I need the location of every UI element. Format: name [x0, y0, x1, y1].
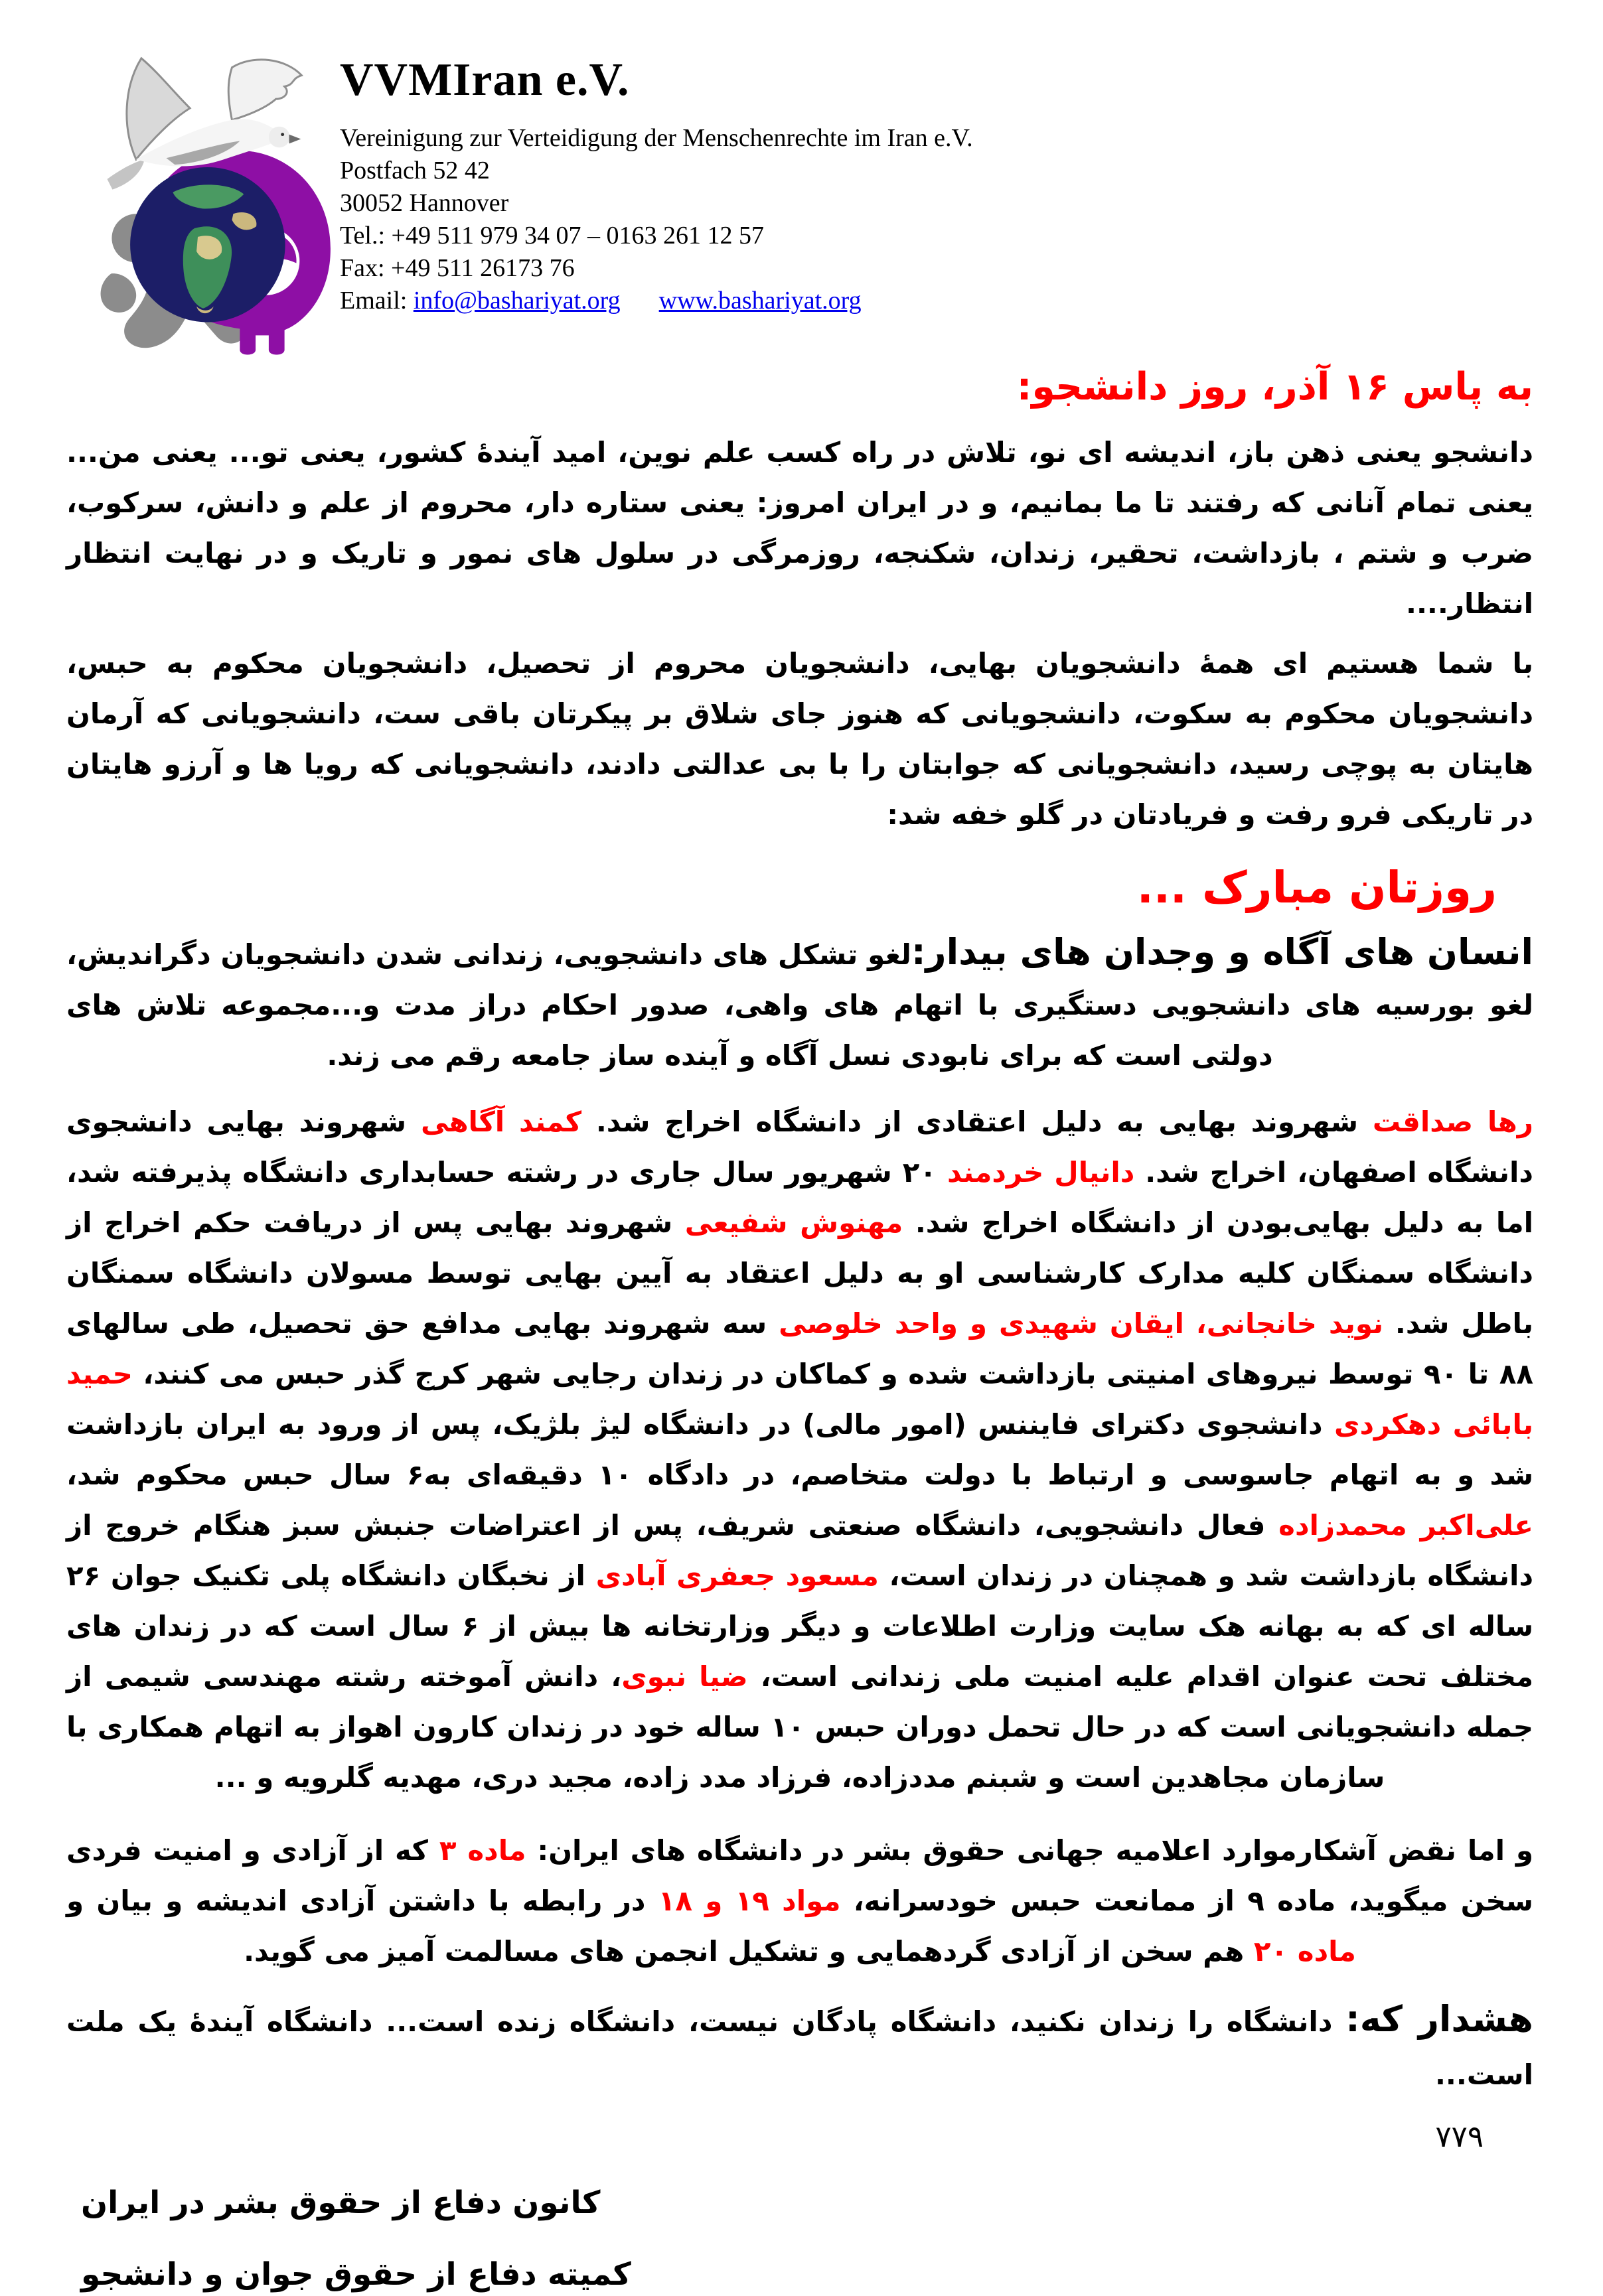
earth-globe-icon [130, 167, 285, 322]
signature-committee: کمیته دفاع از حقوق جوان و دانشجو [81, 2256, 631, 2293]
text-segment: سه شهروند بهایی مدافع حق تحصیل، طی سالهای ۸۸ تا ۹۰ توسط نیروهای امنیتی بازداشت شده و کماکان در زندان رجایی شهر کرج گذر حبس می کنند، [66, 1307, 1533, 1391]
text-segment: که از آزادی و امنیت فردی سخن میگوید، ماده ۹ از ممانعت حبس خودسرانه، [66, 1834, 1533, 1918]
text-segment: مسعود جعفری آبادی [585, 1559, 879, 1593]
heading-congratulations: روزتان مبارک ... [1136, 861, 1497, 913]
text-segment: شهروند بهایی دانشجوی دانشگاه اصفهان، اخراج شد. [66, 1106, 1533, 1189]
text-segment: فعال دانشجویی، دانشگاه صنعتی شریف، پس از اعتراضات جنبش سبز هنگام خروج از دانشگاه بازداشت شد و همچنان در زندان است، [66, 1509, 1533, 1593]
paragraph-warning [66, 1993, 1533, 2102]
fax-line: Fax: +49 511 26173 76 [340, 253, 575, 282]
text-segment: هم سخن از آزادی گردهمایی و تشکیل انجمن های مسالمت آمیز می گوید. [244, 1935, 1245, 1968]
letterhead [66, 46, 1533, 355]
text-segment: مواد ۱۹ و ۱۸ [645, 1885, 841, 1918]
document-body [66, 362, 1533, 2102]
text-segment: ضیا نبوی [621, 1660, 748, 1693]
paragraph-udhr-articles [66, 1826, 1533, 1977]
org-name: VVMIran e.V. [340, 54, 630, 106]
text-segment: ماده ۲۰ [1244, 1935, 1356, 1968]
text-segment: و اما نقض آشکارموارد اعلامیه جهانی حقوق بشر در دانشگاه های ایران: [526, 1834, 1533, 1867]
website-link[interactable]: www.bashariyat.org [658, 286, 862, 315]
text-segment: ، دانش آموخته رشته مهندسی شیمی از جمله دانشجویانی است که در حال تحمل دوران حبس ۱۰ ساله خود در زندان کارون اهواز به اتهام همکاری با سازمان مجاهدین است و شبنم مددزاده، فرزاد مدد زاده، مجید دری، مهدیه گلرویه و ... [66, 1660, 1533, 1794]
warning-lead: هشدار که: [1345, 1998, 1534, 2041]
page-number: ۷۷۹ [1435, 2119, 1484, 2155]
email-label: Email: [340, 286, 414, 315]
paragraph-aware-text: لغو تشکل های دانشجویی، زندانی شدن دانشجویان دگراندیش، لغو بورسیه های دانشجویی دستگیری با اتهام های واهی، صدور احکام دراز مدت و...مجموعه تلاش های دولتی است که برای نابودی نسل آگاه و آینده ساز جامعه رقم می زند. [66, 938, 1533, 1072]
signature-association: کانون دفاع از حقوق بشر در ایران [81, 2185, 601, 2222]
org-subtitle: Vereinigung zur Verteidigung der Menschenrechte im Iran e.V. [340, 123, 973, 152]
paragraph-student-cases [66, 1097, 1533, 1803]
warning-text: دانشگاه را زندان نکنید، دانشگاه پادگان نیست، دانشگاه زنده است... دانشگاه آیندهٔ یک ملت است... [66, 2005, 1533, 2092]
text-segment: نوید خانجانی، ایقان شهیدی و واحد خلوصی [767, 1307, 1383, 1340]
text-segment: مهنوش شفیعی [672, 1206, 903, 1240]
paragraph-aware-people [66, 927, 1533, 1081]
organization-logo [66, 46, 332, 355]
text-segment: در رابطه با داشتن آزادی اندیشه و بیان و [66, 1885, 646, 1918]
text-segment: از نخبگان دانشگاه پلی تکنیک جوان ۲۶ ساله ای که به بهانه هک سایت وزارت اطلاعات و دیگر وزارتخانه ها بیش از ۶ سال است که در زندان های مختلف تحت عنوان اقدام علیه امنیت ملی زندانی است، [66, 1559, 1534, 1693]
text-segment: ۲۰ شهریور سال جاری در رشته حسابداری دانشگاه پذیرفته شد، اما به دلیل بهایی‌بودن از دانشگاه اخراج شد. [66, 1156, 1534, 1240]
email-line [340, 285, 973, 317]
text-segment: دانشجوی دکترای فایننس (امور مالی) در دانشگاه لیژ بلژیک، پس از ورود به ایران بازداشت شد و به اتهام جاسوسی و ارتباط با دولت متخاصم، در دادگاه ۱۰ دقیقه‌ای به۶ سال حبس محکوم شد، [66, 1408, 1534, 1492]
text-segment: رها صداقت [1358, 1106, 1533, 1139]
text-segment: علی‌اکبر محمدزاده [1265, 1509, 1533, 1542]
text-segment: شهروند بهایی به دلیل اعتقادی از دانشگاه اخراج شد. [581, 1106, 1358, 1139]
letterhead-text [340, 46, 973, 317]
paragraph-student-meaning: دانشجو یعنی ذهن باز، اندیشه ای نو، تلاش در راه کسب علم نوین، امید آیندهٔ کشور، یعنی تو... یعنی من... یعنی تمام آنانی که رفتند تا ما بمانیم، و در ایران امروز: یعنی ستاره دار، محروم از علم و دانش، سرکوب، ضرب و شتم ، بازداشت، تحقیر، زندان، شکنجه، روزمرگی در سلول های نمور و تاریک و در نهایت انتظار انتظار.... [66, 435, 1533, 620]
phone-line: Tel.: +49 511 979 34 07 – 0163 261 12 57 [340, 221, 765, 250]
text-segment: حمید بابائی دهکردی [66, 1358, 1533, 1441]
text-segment: دانیال خردمند [937, 1156, 1135, 1189]
text-segment: کمند آگاهی [406, 1106, 581, 1139]
address-pobox: Postfach 52 42 [340, 156, 490, 184]
text-segment: ماده ۳ [427, 1834, 526, 1867]
heading-student-day: به پاس ۱۶ آذر، روز دانشجو: [1016, 365, 1533, 409]
logo-graphic [66, 46, 332, 355]
paragraph-with-you: با شما هستیم ای همهٔ دانشجویان بهایی، دانشجویان محروم از تحصیل، دانشجویان محکوم به حبس، دانشجویان محکوم به سکوت، دانشجویانی که هنوز جای شلاق بر پیکرتان باقی ست، دانشجویانی که آرمان هایتان به پوچی رسید، دانشجویانی که جوابتان را با بی عدالتی دادند، دانشجویانی که رویا ها و آرزو هایتان در تاریکی فرو رفت و فریادتان در گلو خفه شد: [66, 646, 1533, 831]
signature-block [66, 2182, 1533, 2296]
email-link[interactable]: info@bashariyat.org [413, 286, 621, 315]
address-city: 30052 Hannover [340, 188, 509, 217]
text-segment: شهروند بهایی پس از دریافت حکم اخراج از دانشگاه سمنگان کلیه مدارک کارشناسی او به دلیل اعتقاد به آیین بهایی توسط مسولان دانشگاه سمنگان باطل شد. [66, 1206, 1533, 1340]
paragraph-aware-lead: انسان های آگاه و وجدان های بیدار: [911, 931, 1533, 973]
